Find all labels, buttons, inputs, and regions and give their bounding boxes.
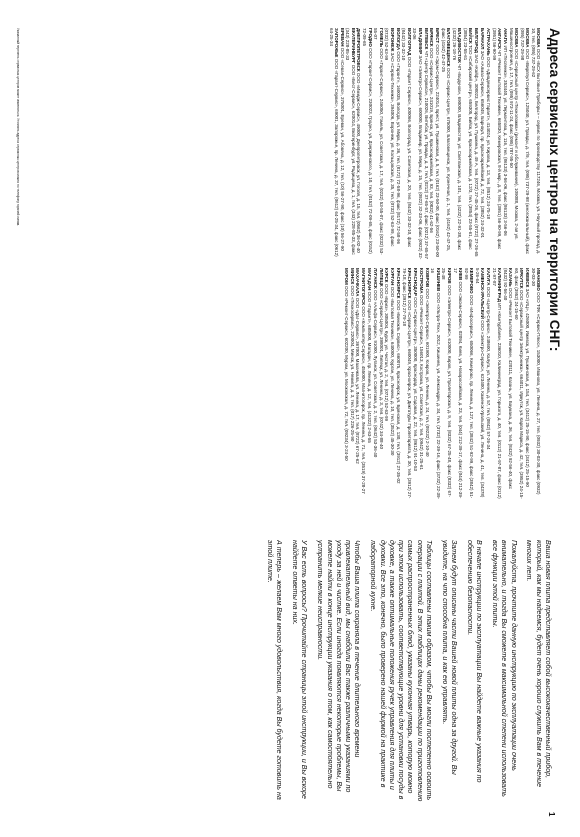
- service-center-city: КАМЕНСК-УРАЛЬСКИЙ: [480, 268, 486, 319]
- service-center-entry: [418, 268, 423, 500]
- service-center-address: ООО «Севан-Сервис», 375001, Ереван, ул. Абовяна, д. 12, тел. (10) 56-27-90, факс (10) 56-27-90: [339, 47, 345, 251]
- service-center-entry: [367, 268, 372, 500]
- service-center-city: КУРСК: [384, 268, 390, 283]
- service-center-entry: [502, 268, 513, 500]
- service-center-city: КАЛИНИНГРАД: [496, 268, 502, 302]
- service-center-address: ООО «Сервисный центр «Техноложка» (ремонт и обслуживание), 109088, Москва, 2-ая ул. Машиностроения, д. 17, тел. (095) 973-11-24, факс (095) 787-95-50: [508, 28, 519, 240]
- service-center-city: ГОМЕЛЬ: [378, 28, 384, 48]
- intro-paragraph: А теперь – желаем Вам много удовольствия, когда Вы будете готовить на этой плите.: [266, 540, 284, 800]
- service-center-address: ООО «БСХ Бытовые Приборы» – сервис по производству 117246, Москва, ул. Научный проезд, д. 10, тел. (095) 737-29-62: [530, 28, 541, 255]
- service-column-1: [36, 28, 541, 260]
- service-center-address: ООО «Сервис-Центр», 350000, Краснодар, ул. Садовая, д. 22, тел. (8612) 91-10-53: [412, 297, 418, 471]
- service-center-entry: [530, 268, 541, 500]
- service-center-entry: [452, 268, 463, 500]
- service-center-entry: [430, 268, 441, 500]
- service-center-entry: [390, 268, 395, 500]
- service-center-city: ЛИПЕЦК: [378, 268, 384, 287]
- service-center-entry: [355, 268, 360, 500]
- service-center-city: МАГНИТОГОРСК: [361, 268, 367, 306]
- service-center-city: КУРГАН: [390, 268, 396, 286]
- service-center-city: МОСКВА: [536, 28, 541, 48]
- service-center-city: ЕРЕВАН: [339, 28, 345, 47]
- service-center-address: ООО «Компьютер-Сервис», 455000, Магнитогорск, пр. Ленина, д. 71, тел. (3519) 37-28-27: [361, 306, 367, 494]
- service-center-address: ООО «Электро-Сервис», 601900, Ковров, ул. Ленина, д. 24, тел. (09232) 2-10-40: [424, 288, 430, 457]
- service-center-entry: [328, 28, 339, 260]
- service-center-address: ООО «Ультра-Тех», 2012, Кишинев, ул. Александри, д. 34, тел. (3732) 22-39-16, факс (3732) 22-39-16: [430, 268, 441, 500]
- service-center-city: БЛАГОВЕЩЕНСК: [446, 28, 452, 67]
- service-center-address: ООО «Гарант-Сервис», 230023, Гродно, ул. Дзержинского, д. 10, тел. (0152) 72-09-65, факс (0152) 72-09-65: [362, 28, 373, 254]
- service-center-entry: [452, 28, 463, 260]
- service-center-entry: [395, 28, 400, 260]
- service-center-city: МУРОМ: [343, 268, 349, 285]
- service-center-entry: [491, 28, 502, 260]
- service-centers-columns: [36, 28, 541, 500]
- service-center-address: ЧП «Бодунов», 690000, Владивосток, ул. Светланская, д. 101, тел. (4232) 22-91-38, факс (4232) 26-18-76: [452, 28, 463, 250]
- service-center-entry: [502, 28, 507, 260]
- service-center-entry: [519, 28, 530, 260]
- service-center-city: КАЛУГА: [485, 268, 491, 286]
- intro-paragraph: Чтобы Ваша плита сохраняла в течение длительного времени привлекательный вид, мы снабдили Вас также различными указаниями по уходу за ней и чистке. Если иногда появляются некоторые проблемы, Вы можете найти в конце инструкции указания о том, как самостоятельно устранить мелкие неисправности.: [316, 540, 362, 793]
- service-center-address: ООО «Гарант», 685000, Магадан, пр. Ленина, д. 12, тел. (41322) 2-63-55: [367, 291, 373, 443]
- service-center-address: ООО «Гарант-Сервис», 246050, Гомель, ул. Советская, д. 17, тел. (0232) 53-55-07, факс (0232) 53-55-07: [373, 28, 384, 255]
- service-center-city: БИЙСК: [468, 28, 474, 44]
- service-center-entry: [402, 268, 413, 500]
- introduction-section: [62, 540, 552, 802]
- service-center-city: ИЖЕВСК: [524, 268, 530, 288]
- service-center-entry: [373, 28, 384, 260]
- service-center-address: ООО «Центр-Сервис», 248600, Калуга, ул. Ленина, д. 57, тел. (0842) 57-26-34: [485, 286, 491, 450]
- service-center-city: ВЛАДИМИР: [417, 28, 423, 55]
- service-center-city: КИШИНЕВ: [435, 268, 441, 292]
- service-center-address: ООО «Сервисный центр Электроника», 664011, Иркутск, ул. Карла Маркса, д. 42, тел. (3952) 24-15-60, факс (3952) 24-15-60: [513, 268, 525, 499]
- service-center-entry: [463, 268, 474, 500]
- service-center-city: КРАСНОДАР: [412, 268, 418, 296]
- service-center-address: ООО ТФК «Сервис-Плюс», 153000, Иваново, ул. Ленина, д. 27, тел. (0932) 30-03-30, факс (0932) 30-03-30: [530, 268, 541, 495]
- service-centers-title: Адреса сервисных центров на территории СНГ:: [547, 28, 562, 352]
- service-center-entry: [508, 28, 519, 260]
- service-center-entry: [486, 28, 491, 260]
- service-center-address: ООО «Техносервис», 220004, Минск, ул. Немига, д. 3, тел. (017) 226-25-90: [349, 285, 355, 442]
- service-center-entry: [373, 268, 378, 500]
- service-center-entry: [429, 28, 434, 260]
- service-center-entry: [356, 28, 361, 260]
- service-center-entry: [463, 28, 474, 260]
- service-center-entry: [480, 28, 485, 260]
- service-center-city: МОСКВА: [513, 28, 519, 48]
- service-center-entry: [396, 268, 401, 500]
- intro-paragraph: Таблицы составлены таким образом, чтобы Вы могли постепенно освоить операции с плитой. В этих таблицах даны рекомендации по приготовлению самых распространенных блюд, указаны кухонная утварь, которую можно при этом использовать, соответствующие уровни для установки посуды в духовке, а также оптимальные положения ручек управления для плиты и духовки. Все это, конечно, было проверено нашей фирмой на практике в лабораторной кухне.: [369, 540, 434, 802]
- intro-paragraph: Затем будут описаны части Вашей новой плиты одна за другой. Вы увидите, на что способна плита, и как ею управлять.: [440, 540, 459, 775]
- service-center-city: АНГАРСК: [496, 28, 502, 49]
- service-center-city: ЛУГАНСК: [372, 268, 378, 289]
- service-center-city: КОВРОВ: [424, 268, 430, 288]
- service-center-city: МИНСК: [349, 268, 355, 285]
- service-center-entry: [384, 28, 395, 260]
- service-center-entry: [378, 268, 383, 500]
- service-center-entry: [345, 28, 356, 260]
- service-center-entry: [486, 268, 491, 500]
- service-center-entry: [525, 268, 530, 500]
- service-center-address: ООО «Ремонт Бытовой Техники», 420111, Казань, ул. Баумана, д. 36, тел. (8432) 92-56-40, факс (8432) 92-56-40: [502, 268, 514, 489]
- service-center-entry: [361, 268, 366, 500]
- service-center-city: ГРОДНО: [367, 28, 373, 47]
- service-center-address: ООО «Гарант-Сервис», 69001, Запорожье, пр. Ленина, д. 37, тел. (0612) 64-25-34, факс (0612) 64-25-34: [328, 28, 339, 257]
- service-center-address: ИП «Тесленко», 353440, ул. Лермонтова, д. 116, тел. (86133) 3-56-06, факс (86133) 3-56-06: [502, 45, 508, 236]
- service-center-city: АСТРАХАНЬ: [485, 28, 491, 56]
- service-center-entry: [339, 28, 344, 260]
- service-center-city: КЕМЕРОВО: [468, 268, 474, 294]
- service-center-address: ООО «Эксим-Сервис», 02094, Киев, ул. Новороссийская, д. 23, тел. (044) 212-39-17, факс (044) 212-39-17: [452, 268, 463, 499]
- service-center-address: ИП «Кантурбаев», 236010, Калининград, ул. Горького, д. 40, тел. (0112) 21-97-87, факс (0112) 21-97-87: [491, 268, 502, 499]
- service-center-entry: [441, 28, 452, 260]
- service-center-entry: [530, 28, 541, 260]
- service-center-address: ООО «Гарант Сервис», 400066, Волгоград, ул. Советская, д. 20, тел. (8442) 33-32-10, факс (8442) 33-32-10: [401, 28, 412, 248]
- service-center-entry: [401, 28, 412, 260]
- service-center-address: ООО «Гарант», 160035, Вологда, ул. Мира, д. 36, тел. (8172) 72-58-96, факс (8172) 72-58-96: [395, 51, 401, 244]
- service-center-city: БРЕСТ: [435, 28, 441, 44]
- service-center-entry: [474, 268, 485, 500]
- footnote: Указанный перечень сервисных центров может изменяться. Уточнить адреса сервисных центров можно по телефону горячей линии.: [16, 28, 20, 227]
- service-center-city: БЕЛГОРОД: [474, 28, 480, 53]
- service-center-address: ООО «Бест-Сервис», 620014, Екатеринбург, ул. Радищева, д. 1, тел. (343) 228-85-33, факс (343) 228-85-33: [345, 28, 356, 255]
- service-center-address: ООО «Сервис-Центр», 660049, Красноярск, ул. Диктатуры Пролетариата, д. 30, тел. (3912) 27-79-18, факс (3912) 27-79-18: [401, 268, 413, 499]
- service-center-address: ЗАО «Алмаз-Сервис», 656049, Барнаул, пр. Красноармейский, д. 72, тел. (3852) 24-32-01: [480, 50, 486, 238]
- service-center-address: ЗАО «Кайф», 308023, Белгород, ул. Пушкина, д. 49 А, тел. (0722) 27-45-26, факс (0722) 27-26-65: [474, 54, 480, 257]
- service-center-address: ООО «Эдэм-Сервис», 224014, Брест, ул. Пушкинская, д. 5, тел. (0162) 23-50-00, факс (0162) 23-50-00: [435, 44, 441, 257]
- service-center-address: ООО «Диадемсервис Гарант», 414024, ул. Кирова, д. 13, тел. (8512) 24-75-18: [485, 56, 491, 220]
- service-center-city: ВОЛОГДА: [395, 28, 401, 51]
- service-center-address: ООО «Электро-Сервис», 623400, Каменск-Уральский, ул. Ленина, д. 41, тел. (34378) 5-26-64: [474, 268, 486, 498]
- service-centers-section: [32, 28, 562, 500]
- service-center-city: ИРКУТСК: [519, 268, 525, 289]
- service-center-city: ВОЛГОГРАД: [406, 28, 412, 56]
- service-center-city: КАЗАНЬ: [508, 268, 514, 287]
- service-center-city: КРАСНОЯРСК: [407, 268, 413, 299]
- service-center-address: ЧП «Ремонт Бытовой Техники», 665830, Кемеровская, 8-й мкр., д. 8, тел. (3951) 56-90-99, факс (3951) 56-90-99: [491, 28, 502, 250]
- service-center-entry: [413, 268, 418, 500]
- service-center-entry: [384, 268, 389, 500]
- service-center-address: ООО «Вирлпул Сервис», 125040, ул. Правды, д. 7/9, тел. (095) 737-29-98 (многоканальный), факс (095) 737-29-98: [519, 28, 530, 254]
- service-center-city: ВИТЕБСК: [423, 28, 429, 50]
- service-center-entry: [424, 268, 429, 500]
- service-center-city: ВОРОНЕЖ: [389, 28, 395, 52]
- service-center-entry: [435, 28, 440, 260]
- intro-paragraph: В начале инструкции по эксплуатации Вы найдете важные указания по обеспечению безопасности.: [465, 540, 484, 783]
- service-center-city: БРЯНСК: [429, 28, 435, 47]
- service-center-city: КОСТРОМА: [418, 268, 424, 294]
- service-center-address: ООО «Даг-Сервис», 367000, Махачкала, ул. Ленина, д. 17, тел. (8722) 67-25-62: [355, 297, 361, 464]
- service-center-entry: [344, 268, 349, 500]
- service-center-address: ЗАО «Сервис-Техника», 394006, Воронеж, ул. Кольцовская, д. 35, тел. (0732) 52-63-99, факс (0732) 52-63-99: [384, 28, 395, 247]
- service-center-address: ООО «Сервис-Центр», 241019, Брянск, ул. Красноармейская, д. 93, тел. (0832) 41-62-56: [429, 47, 435, 233]
- service-center-entry: [474, 28, 479, 260]
- service-center-address: ООО «Сервис-Центр», 675000, Благовещенск, ул. Кузнечная, д. 1, тел. (4162) 42-47-25, факс (4162) 42-47-25: [440, 28, 452, 252]
- service-center-address: ЧП «Центр Сервиса», 210026, Витебск, ул. Правды, д. 3, тел. (0212) 37-65-57, факс (0212) 37-65-57: [423, 50, 429, 260]
- service-center-city: БАРНАУЛ: [480, 28, 486, 50]
- service-center-entry: [514, 268, 525, 500]
- service-center-address: ТОО «Сибирский центр», 659305, Бийск, ул. Красноармейская, д. 12/3, тел. (3854) 23-55-61, факс (3854) 23-55-61: [463, 28, 474, 250]
- service-center-address: ООО «Ремонт-Сервис», 602200, Муром, ул. Московская, д. 72, тел. (09234) 3-24-50: [343, 286, 349, 461]
- service-center-city: АНАПА: [502, 28, 508, 45]
- service-center-address: ООО «Альфа-Сервис», 91000, Луганск, ул. Советская, д. 2, тел. (0642) 53-36-40: [372, 290, 378, 458]
- service-center-address: ООО «Бинокль Сервис», 660075, Красноярск, ул. Брянская, д. 130, тел. (3912) 27-35-02: [396, 299, 402, 484]
- service-center-entry: [423, 28, 428, 260]
- service-center-city: КИРОВ: [446, 268, 452, 284]
- service-center-entry: [362, 28, 373, 260]
- intro-paragraph: Ваша новая плита представляет собой высококачественный прибор, который, как мы надеемся, будет очень хорошо служить Вам в течение многих лет.: [525, 540, 552, 788]
- service-center-city: ИВАНОВО: [536, 268, 541, 291]
- service-center-address: ООО «Ремонт-Сервис», 156013, Кострома, ул. Советская, д. 2, тел. (0942) 31-25-61: [418, 294, 424, 470]
- intro-paragraph: У Вас есть вопросы? Прочитайте страницы этой инструкции, и Вы вскоре найдете ответы на них.: [291, 540, 309, 799]
- service-center-city: МАХАЧКАЛА: [355, 268, 361, 297]
- service-center-city: МАГАДАН: [367, 268, 373, 291]
- service-center-address: ЗАО «ИЦ», 426000, Ижевск, ул. Пушкинская, д. 154, тел. (3412) 25-15-90, факс (3412) 25-15-90: [524, 288, 530, 487]
- service-center-city: ВЛАДИВОСТОК: [457, 28, 463, 63]
- service-center-city: ДНЕПРОПЕТРОВСК: [356, 28, 362, 72]
- service-center-address: ООО «Имидж-Сервис», 49000, Днепропетровск, ул. Гоголя, д. 15, тел. (0562) 36-02-40: [356, 72, 362, 253]
- service-center-address: ООО «Бриз», 305004, Курск, ул. Чистая, д. 2, тел. (0712) 52-63-99: [384, 283, 390, 422]
- service-center-entry: [491, 268, 502, 500]
- service-center-address: ООО «Инфосервис», 650066, Кемерово, пр. Ленина, д. 127, тел. (3842) 51-92-99, факс (3842) 51-92-99: [463, 268, 474, 499]
- service-center-city: КРАСНОЯРСК: [396, 268, 402, 299]
- service-center-entry: [349, 268, 354, 500]
- service-center-entry: [412, 28, 423, 260]
- service-column-2: [36, 268, 541, 500]
- intro-paragraph: Пожалуйста, прочтите данную инструкцию по эксплуатации очень внимательно, и тогда Вы сможете в максимальной степени использовать все функции этой плиты.: [491, 540, 518, 797]
- page-number: 1: [547, 812, 556, 817]
- service-center-city: КИЕВ: [457, 268, 463, 281]
- service-center-address: ООО «Бытовая Техника», 640000, Курган, ул. Ленина, д. 10, тел. (3522) 45-30-30: [390, 286, 396, 456]
- service-center-address: ООО «Сервис-Центр», 398001, Липецк, ул. Ленина, д. 3, тел. (0742) 34-88-40: [378, 287, 384, 450]
- service-center-city: ЗАПОРОЖЬЕ: [333, 28, 339, 58]
- service-center-city: ЕКАТЕРИНБУРГ: [350, 28, 356, 64]
- service-center-entry: [441, 268, 452, 500]
- service-center-address: ЗАО «Электро-Сервис», 600000, Владимир, ул. Мира, д. 15, тел. (0922) 32-33-06, факс (0922) 32-33-06: [412, 28, 423, 260]
- service-center-address: ООО «Электро-Сервис», 610000, Киров, ул. Пролетарская, д. 9, тел. (8332) 67-25-48, факс (8332) 67-25-48: [441, 268, 452, 498]
- service-center-city: МОСКВА: [524, 28, 530, 48]
